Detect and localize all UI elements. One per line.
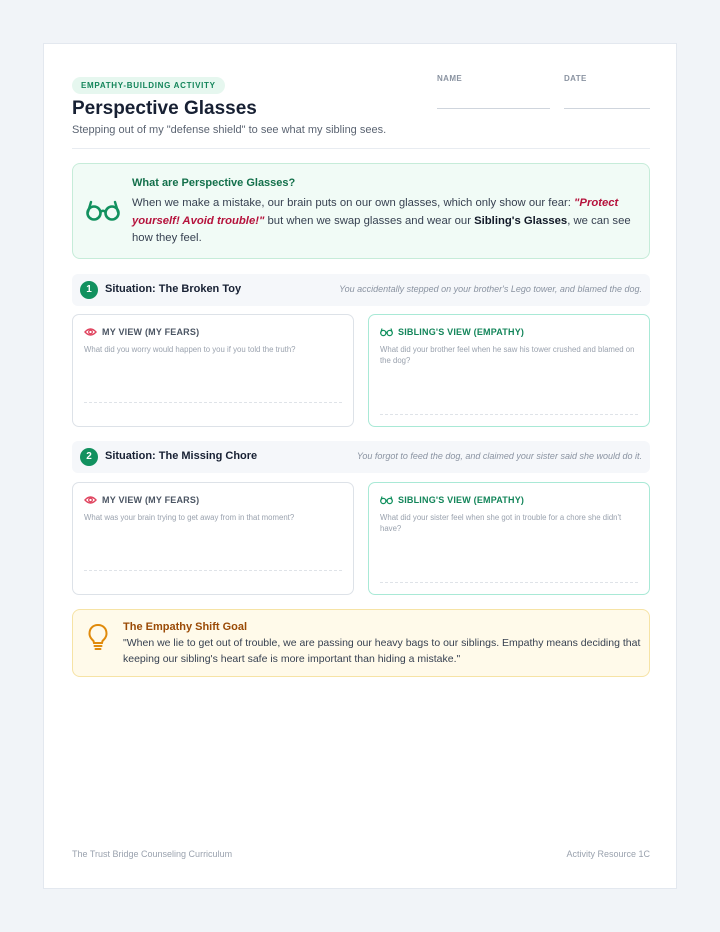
my-view-card[interactable]	[72, 482, 354, 595]
page-subtitle: Stepping out of my "defense shield" to see what my sibling sees.	[72, 124, 387, 136]
eye-icon	[84, 327, 97, 337]
card-question: What was your brain trying to get away from in that moment?	[84, 513, 295, 522]
goal-box	[72, 609, 650, 677]
card-heading	[380, 327, 524, 337]
fear-quote: "Protect yourself! Avoid trouble!"	[132, 197, 619, 227]
card-question: What did your brother feel when he saw his tower crushed and blamed on the dog?	[380, 345, 635, 365]
writing-line	[84, 402, 342, 403]
intro-text-part: but when we swap glasses and wear our	[264, 214, 475, 227]
situation-description: You accidentally stepped on your brother's Lego tower, and blamed the dog.	[339, 284, 642, 294]
intro-text	[132, 195, 632, 248]
situation-number: 1	[80, 281, 98, 299]
card-label: MY VIEW (MY FEARS)	[102, 495, 200, 505]
situation-header	[72, 441, 650, 473]
intro-text-part: , we can see how they feel.	[132, 214, 631, 244]
situation-header	[72, 274, 650, 306]
header-divider	[72, 148, 650, 149]
activity-badge: EMPATHY-BUILDING ACTIVITY	[72, 77, 225, 94]
page-title: Perspective Glasses	[72, 98, 257, 119]
name-label: NAME	[437, 74, 463, 83]
writing-line	[84, 570, 342, 571]
intro-title: What are Perspective Glasses?	[132, 177, 296, 189]
card-question: What did your sister feel when she got in trouble for a chore she didn't have?	[380, 513, 622, 533]
intro-box	[72, 163, 650, 259]
goal-text: "When we lie to get out of trouble, we are passing our heavy bags to our siblings. Empathy means deciding that keeping our sibling's heart safe is more important than hiding a mistake."	[123, 637, 641, 665]
footer-curriculum: The Trust Bridge Counseling Curriculum	[72, 849, 233, 859]
eye-icon	[84, 495, 97, 505]
situation-description: You forgot to feed the dog, and claimed your sister said she would do it.	[356, 451, 642, 461]
writing-line	[380, 414, 638, 415]
glasses-icon	[86, 198, 120, 222]
date-label: DATE	[564, 74, 587, 83]
sibling-view-card[interactable]	[368, 314, 650, 427]
glasses-icon	[380, 327, 393, 337]
card-label: MY VIEW (MY FEARS)	[102, 327, 200, 337]
intro-text-part: When we make a mistake, our brain puts on our own glasses, which only show our fear:	[132, 197, 575, 209]
card-label: SIBLING'S VIEW (EMPATHY)	[398, 327, 525, 337]
writing-line	[380, 582, 638, 583]
date-field[interactable]	[564, 108, 650, 109]
worksheet-content	[72, 44, 650, 888]
siblings-glasses-emphasis: Sibling's Glasses	[474, 214, 568, 227]
situation-title: Situation: The Missing Chore	[105, 450, 258, 462]
my-view-card[interactable]	[72, 314, 354, 427]
situation-number: 2	[80, 448, 98, 466]
glasses-icon	[380, 495, 393, 505]
card-question: What did you worry would happen to you if you told the truth?	[84, 345, 296, 354]
card-heading	[84, 327, 199, 337]
lightbulb-icon	[87, 623, 109, 651]
sibling-view-card[interactable]	[368, 482, 650, 595]
situation-title: Situation: The Broken Toy	[105, 283, 242, 295]
card-heading	[380, 495, 524, 505]
footer-resource-id: Activity Resource 1C	[566, 849, 650, 859]
name-field[interactable]	[437, 108, 550, 109]
card-heading	[84, 495, 199, 505]
card-label: SIBLING'S VIEW (EMPATHY)	[398, 495, 525, 505]
goal-title: The Empathy Shift Goal	[123, 621, 248, 633]
worksheet-page	[43, 43, 677, 889]
